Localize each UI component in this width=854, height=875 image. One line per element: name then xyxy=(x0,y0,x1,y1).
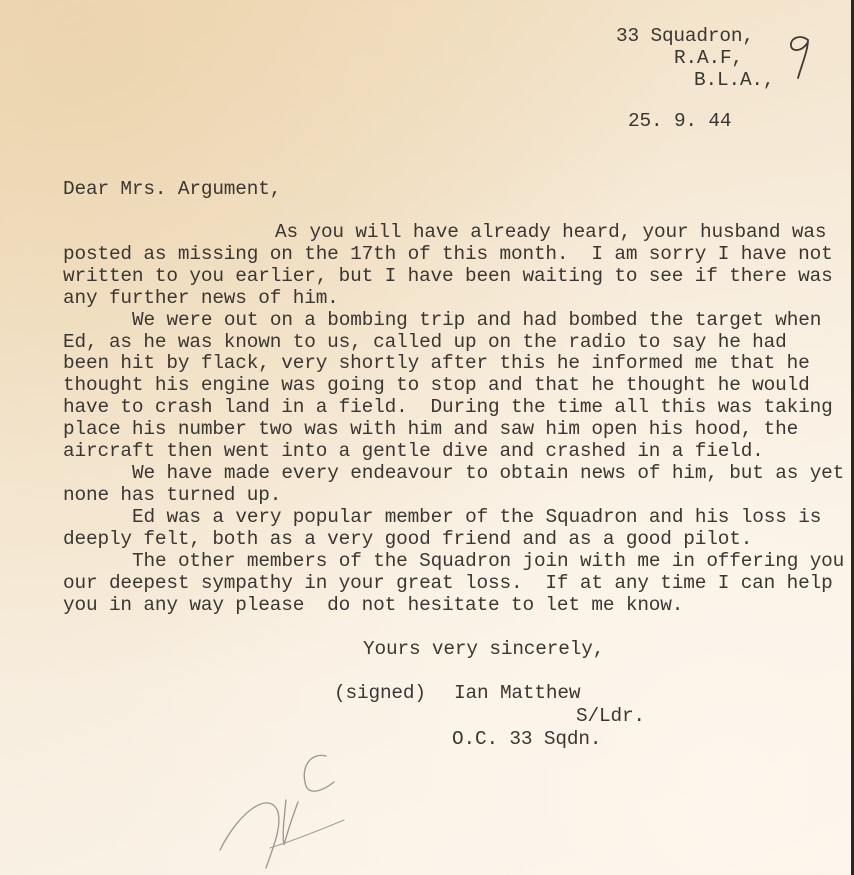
body-line: deeply felt, both as a very good friend and as a good pilot. xyxy=(63,528,753,550)
body-line: The other members of the Squadron join with me in offering you xyxy=(132,550,845,572)
letter-date: 25. 9. 44 xyxy=(628,110,732,132)
handwritten-page-number xyxy=(786,30,820,82)
signer-name: Ian Matthew xyxy=(454,682,581,704)
closing: Yours very sincerely, xyxy=(363,638,605,660)
body-line: posted as missing on the 17th of this month. I am sorry I have not xyxy=(63,243,833,265)
signer-rank: S/Ldr. xyxy=(576,705,645,727)
salutation: Dear Mrs. Argument, xyxy=(63,178,282,200)
body-line: aircraft then went into a gentle dive and crashed in a field. xyxy=(63,440,764,462)
address-line-3: B.L.A., xyxy=(694,69,775,91)
body-line: We were out on a bombing trip and had bombed the target when xyxy=(132,309,822,331)
body-line: have to crash land in a field. During the time all this was taking xyxy=(63,396,833,418)
address-line-1: 33 Squadron, xyxy=(616,25,754,47)
body-line: been hit by flack, very shortly after this he informed me that he xyxy=(63,352,810,374)
body-line: written to you earlier, but I have been waiting to see if there was xyxy=(63,265,833,287)
body-line: you in any way please do not hesitate to let me know. xyxy=(63,594,684,616)
body-line: place his number two was with him and saw him open his hood, the xyxy=(63,418,799,440)
pencil-initials xyxy=(200,750,350,875)
body-line: none has turned up. xyxy=(63,484,282,506)
body-line: Ed, as he was known to us, called up on the radio to say he had xyxy=(63,331,787,353)
body-line: our deepest sympathy in your great loss. If at any time I can help xyxy=(63,572,833,594)
body-line: Ed was a very popular member of the Squadron and his loss is xyxy=(132,506,822,528)
body-line: We have made every endeavour to obtain news of him, but as yet xyxy=(132,462,845,484)
body-line: any further news of him. xyxy=(63,287,339,309)
body-line: As you will have already heard, your husband was xyxy=(275,221,827,243)
signer-title: O.C. 33 Sqdn. xyxy=(452,728,602,750)
signed-label: (signed) xyxy=(334,682,426,704)
body-line: thought his engine was going to stop and that he thought he would xyxy=(63,374,810,396)
address-line-2: R.A.F, xyxy=(674,47,743,69)
